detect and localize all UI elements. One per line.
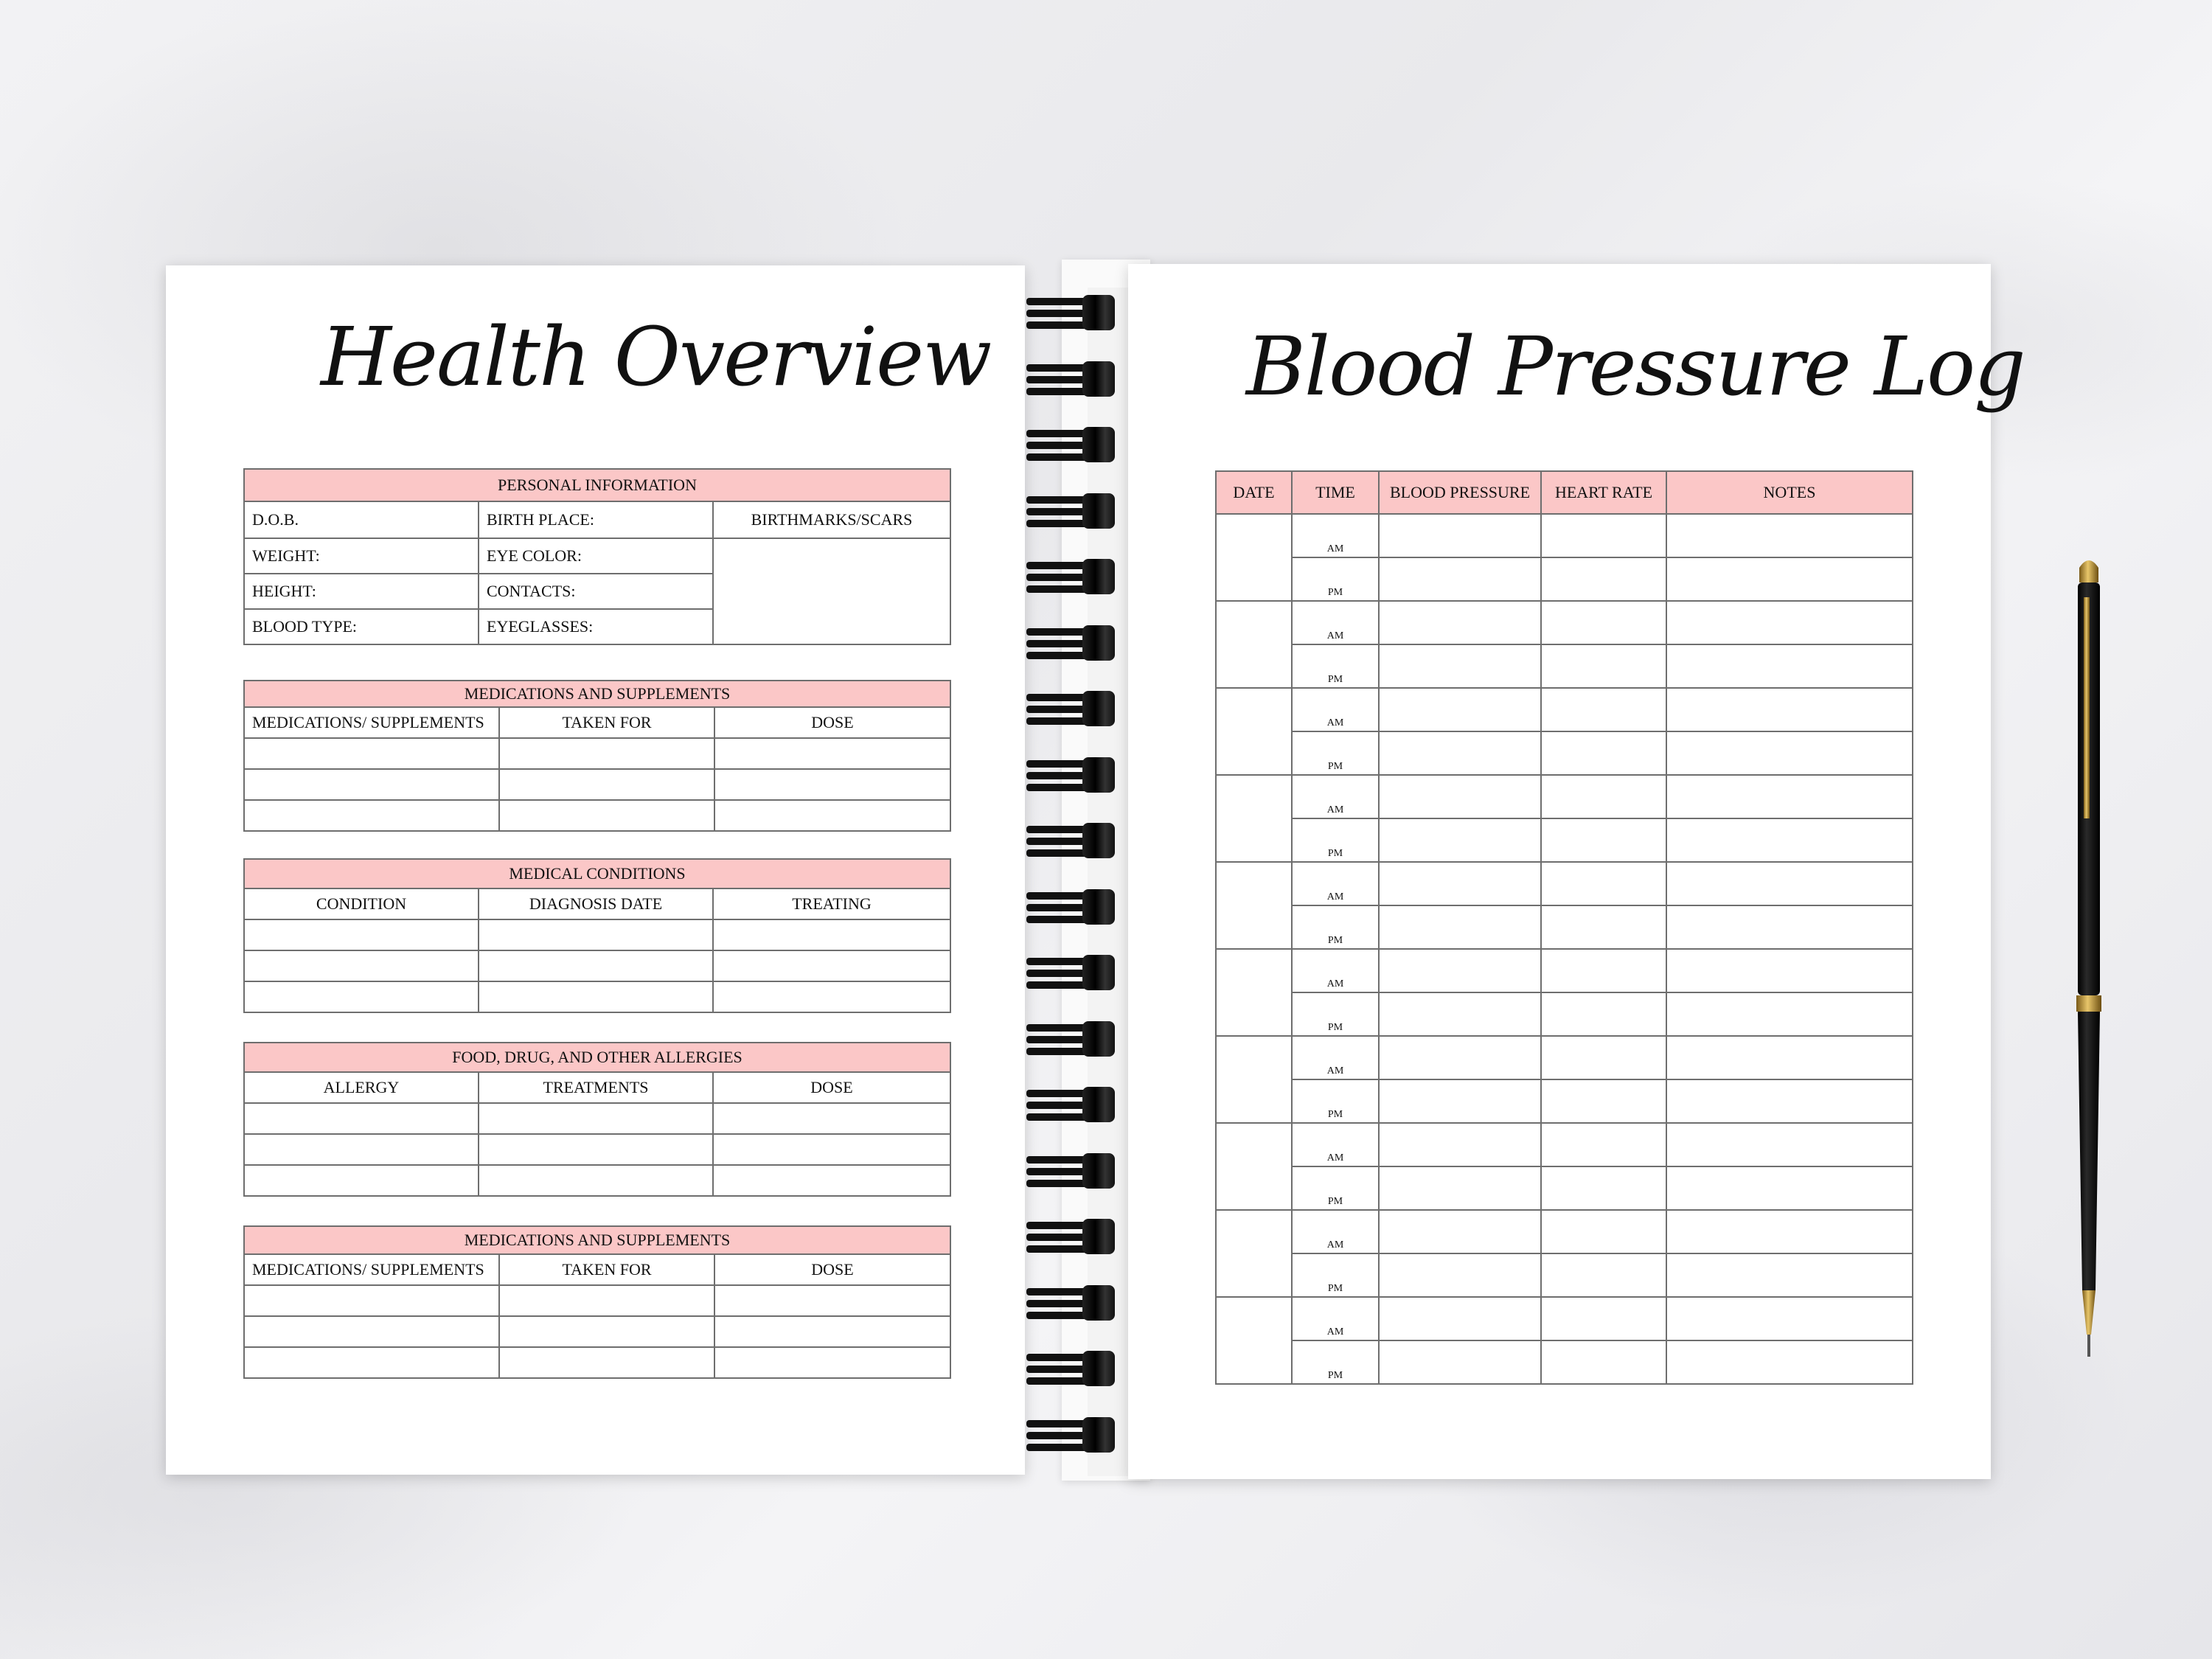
field-label: HEIGHT: [244,574,479,609]
page-title: Health Overview [321,310,991,404]
column-header: TREATING [713,888,950,919]
table-row [244,1165,950,1196]
pm-label: PM [1292,905,1379,949]
log-cell [1666,644,1913,688]
spiral-coil [1026,691,1121,726]
log-cell [1379,949,1541,992]
field-label: BIRTH PLACE: [479,501,713,538]
log-cell [1541,557,1666,601]
log-cell [1541,688,1666,731]
field-label: WEIGHT: [244,538,479,574]
table-row [1216,1297,1913,1340]
table-row [244,1134,950,1165]
log-cell [1666,992,1913,1036]
log-cell [1379,992,1541,1036]
table-row [1216,644,1913,688]
date-cell [1216,1036,1292,1123]
log-cell [1666,557,1913,601]
personal-information-table [243,468,951,645]
field-label: EYEGLASSES: [479,609,713,644]
log-cell [1666,949,1913,992]
spiral-coil [1026,1153,1121,1189]
pm-label: PM [1292,1166,1379,1210]
table-row [244,950,950,981]
field-label: BIRTHMARKS/SCARS [713,501,950,538]
log-cell [1541,1253,1666,1297]
date-cell [1216,1210,1292,1297]
log-cell [1379,818,1541,862]
log-cell [1541,775,1666,818]
table-row [1216,862,1913,905]
log-cell [1379,1253,1541,1297]
table-row [1216,1210,1913,1253]
log-cell [1541,905,1666,949]
column-header: DOSE [714,1254,950,1285]
health-overview-page [166,265,1025,1475]
am-label: AM [1292,514,1379,557]
column-header: CONDITION [244,888,479,919]
medical-conditions-table [243,858,951,1013]
table-row [1216,688,1913,731]
log-cell [1541,1079,1666,1123]
column-header: MEDICATIONS/ SUPPLEMENTS [244,707,499,738]
am-label: AM [1292,949,1379,992]
pm-label: PM [1292,818,1379,862]
birthmarks-field [713,538,950,644]
table-header: FOOD, DRUG, AND OTHER ALLERGIES [244,1043,950,1072]
blood-pressure-log-page [1128,264,2025,1479]
column-header: NOTES [1666,471,1913,514]
spiral-coil [1026,1417,1121,1453]
field-label: EYE COLOR: [479,538,713,574]
log-cell [1666,775,1913,818]
log-cell [1379,1079,1541,1123]
log-cell [1541,1340,1666,1384]
column-header: TAKEN FOR [499,707,714,738]
spiral-coil [1026,823,1121,858]
spiral-coil [1026,955,1121,990]
spiral-coil [1026,1285,1121,1321]
blood-pressure-log-table [1215,470,1913,1385]
table-row [1216,992,1913,1036]
date-cell [1216,1297,1292,1384]
column-header: TREATMENTS [479,1072,713,1103]
table-row [1216,1036,1913,1079]
date-cell [1216,688,1292,775]
log-cell [1666,905,1913,949]
date-cell [1216,1123,1292,1210]
table-row [244,800,950,831]
field-label: BLOOD TYPE: [244,609,479,644]
log-cell [1666,818,1913,862]
log-cell [1666,1166,1913,1210]
spiral-coil [1026,295,1121,330]
spiral-coil [1026,1021,1121,1057]
log-cell [1379,1210,1541,1253]
table-row [244,981,950,1012]
log-cell [1666,1340,1913,1384]
am-label: AM [1292,1123,1379,1166]
log-cell [1379,601,1541,644]
table-row [1216,1166,1913,1210]
log-cell [1379,1123,1541,1166]
table-row [1216,818,1913,862]
log-cell [1666,1079,1913,1123]
log-cell [1666,1253,1913,1297]
column-header: TIME [1292,471,1379,514]
log-cell [1379,862,1541,905]
spiral-coil [1026,559,1121,594]
table-row [1216,949,1913,992]
pm-label: PM [1292,731,1379,775]
pm-label: PM [1292,1079,1379,1123]
log-cell [1379,1340,1541,1384]
column-header: DOSE [713,1072,950,1103]
log-cell [1379,1036,1541,1079]
log-cell [1666,1210,1913,1253]
am-label: AM [1292,1297,1379,1340]
pm-label: PM [1292,1253,1379,1297]
allergies-table [243,1042,951,1197]
pm-label: PM [1292,557,1379,601]
spiral-coil [1026,889,1121,925]
spiral-coil [1026,1219,1121,1254]
log-cell [1541,1210,1666,1253]
log-cell [1541,1297,1666,1340]
am-label: AM [1292,1210,1379,1253]
date-cell [1216,862,1292,949]
log-cell [1541,514,1666,557]
log-cell [1541,731,1666,775]
log-cell [1666,514,1913,557]
table-row [1216,1253,1913,1297]
log-cell [1379,514,1541,557]
date-cell [1216,601,1292,688]
log-cell [1379,1166,1541,1210]
am-label: AM [1292,862,1379,905]
table-row [244,1316,950,1347]
log-cell [1379,905,1541,949]
table-row [244,919,950,950]
log-cell [1541,601,1666,644]
date-cell [1216,775,1292,862]
medications-table-2 [243,1225,951,1379]
table-row [1216,1079,1913,1123]
am-label: AM [1292,775,1379,818]
log-cell [1541,644,1666,688]
log-cell [1541,1123,1666,1166]
date-cell [1216,514,1292,601]
log-cell [1379,1297,1541,1340]
log-cell [1379,644,1541,688]
table-header: PERSONAL INFORMATION [244,469,950,501]
field-label: CONTACTS: [479,574,713,609]
pm-label: PM [1292,1340,1379,1384]
am-label: AM [1292,688,1379,731]
log-cell [1541,1166,1666,1210]
log-cell [1666,1123,1913,1166]
table-row [1216,775,1913,818]
table-row [244,738,950,769]
pen-icon [2069,553,2109,1364]
log-cell [1666,688,1913,731]
table-row [1216,1340,1913,1384]
log-cell [1666,862,1913,905]
pm-label: PM [1292,992,1379,1036]
spiral-coil [1026,361,1121,397]
table-row [1216,731,1913,775]
table-row [1216,557,1913,601]
log-cell [1666,601,1913,644]
table-row [244,1285,950,1316]
table-row [1216,514,1913,557]
table-row [244,1347,950,1378]
log-cell [1379,557,1541,601]
log-cell [1541,949,1666,992]
table-header: MEDICAL CONDITIONS [244,859,950,888]
table-row [1216,1123,1913,1166]
log-cell [1541,992,1666,1036]
table-row [1216,905,1913,949]
log-cell [1666,1036,1913,1079]
column-header: MEDICATIONS/ SUPPLEMENTS [244,1254,499,1285]
log-cell [1379,775,1541,818]
spiral-coil [1026,1087,1121,1122]
spiral-coil [1026,757,1121,793]
spiral-coil [1026,427,1121,462]
log-cell [1379,688,1541,731]
table-row [244,769,950,800]
log-cell [1666,731,1913,775]
table-header: MEDICATIONS AND SUPPLEMENTS [244,1226,950,1254]
table-row [1216,601,1913,644]
log-cell [1541,818,1666,862]
spiral-coil [1026,625,1121,661]
medications-table-1 [243,680,951,832]
column-header: DOSE [714,707,950,738]
column-header: ALLERGY [244,1072,479,1103]
log-cell [1666,1297,1913,1340]
page-title: Blood Pressure Log [1246,319,2025,414]
table-row [244,1103,950,1134]
pm-label: PM [1292,644,1379,688]
am-label: AM [1292,601,1379,644]
spiral-coil [1026,493,1121,529]
column-header: HEART RATE [1541,471,1666,514]
am-label: AM [1292,1036,1379,1079]
column-header: DATE [1216,471,1292,514]
date-cell [1216,949,1292,1036]
log-cell [1541,1036,1666,1079]
log-cell [1379,731,1541,775]
column-header: BLOOD PRESSURE [1379,471,1541,514]
field-label: D.O.B. [244,501,479,538]
log-cell [1541,862,1666,905]
table-header: MEDICATIONS AND SUPPLEMENTS [244,681,950,707]
column-header: TAKEN FOR [499,1254,714,1285]
spiral-coil [1026,1351,1121,1386]
column-header: DIAGNOSIS DATE [479,888,713,919]
